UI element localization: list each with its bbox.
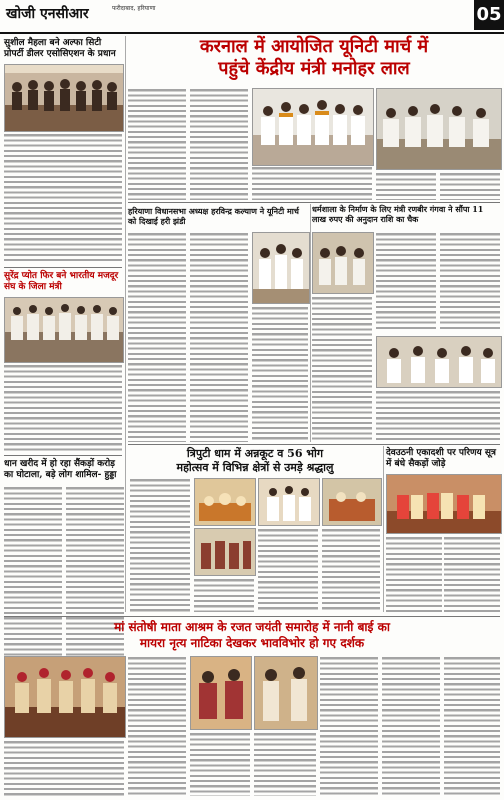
- main-headline-1: करनाल में आयोजित यूनिटी मार्च में: [199, 36, 429, 57]
- left-top-body: [4, 133, 122, 263]
- left-mid-photo: [4, 297, 124, 363]
- dharamshala-photo-2: [376, 336, 502, 388]
- dharamshala-body-4: [376, 390, 500, 442]
- annakoot-headline-2: महोत्सव में विभिन्न क्षेत्रों से उमड़े श्रद्धालु: [176, 461, 334, 474]
- annakoot-body-1: [130, 478, 190, 612]
- mata-body-6: [444, 656, 500, 796]
- devuthani-body-2: [444, 536, 500, 612]
- header-meta: फरीदाबाद, हरियाणा: [112, 5, 156, 12]
- annakoot-photo-2: [194, 528, 256, 576]
- haryana-body-3: [252, 306, 308, 442]
- mata-photo-2: [190, 656, 252, 730]
- annakoot-photo-4: [322, 478, 382, 526]
- haryana-body-1: [128, 232, 186, 442]
- annakoot-headline-1: त्रिपुटी धाम में अन्नकूट व 56 भोग: [186, 447, 324, 460]
- haryana-body-2: [190, 232, 248, 442]
- story-left-top-headline: सुशील मैहला बने अल्फा सिटी प्रोपर्टी डीलर एसोसिएशन के प्रधान: [4, 38, 116, 59]
- main-photo-1-caption: [252, 166, 372, 200]
- mata-body-1: [128, 656, 186, 796]
- mata-photo-1-caption: [4, 740, 124, 796]
- dharamshala-body-2: [376, 232, 436, 332]
- story-left-mid-headline: सुरेंद्र प्योत फिर बने भारतीय मजदूर संघ के जिला मंत्री: [4, 271, 119, 292]
- mata-body-5: [382, 656, 440, 796]
- page-number: 05: [474, 0, 504, 30]
- mata-body-2: [190, 732, 250, 796]
- masthead: [0, 0, 504, 34]
- main-body-4: [440, 172, 500, 200]
- paper-name: खोजी एनसीआर: [6, 6, 89, 22]
- annakoot-photo-1: [194, 478, 256, 526]
- main-body-2: [190, 88, 248, 200]
- haryana-photo: [252, 232, 310, 304]
- dharamshala-body-1: [312, 296, 372, 442]
- mata-headline-1: मां संतोषी माता आश्रम के रजत जयंती समारोह में नानी बाई का: [114, 620, 390, 634]
- devuthani-body-1: [386, 536, 442, 612]
- mata-body-4: [320, 656, 378, 796]
- main-photo-1: [252, 88, 374, 166]
- story-haryana-headline: हरियाणा विधानसभा अध्यक्ष हरविन्द्र कल्याण ने यूनिटी मार्च को दिखाई हरी झंडी: [128, 206, 299, 226]
- dharamshala-photo: [312, 232, 374, 294]
- mata-photo-1: [4, 656, 126, 738]
- main-body-3: [376, 172, 436, 200]
- left-mid-body: [4, 364, 122, 452]
- annakoot-body-3: [258, 528, 318, 612]
- left-top-photo: [4, 64, 124, 132]
- mata-photo-3: [254, 656, 318, 730]
- main-headline-2: पहुंचे केंद्रीय मंत्री मनोहर लाल: [218, 58, 410, 79]
- annakoot-body-2: [194, 578, 254, 612]
- dharamshala-body-3: [440, 232, 500, 332]
- annakoot-body-4: [322, 528, 380, 612]
- mata-headline-2: मायरा नृत्य नाटिका देखकर भावविभोर हो गए दर्शक: [139, 636, 365, 650]
- story-dharamshala-headline: धर्मशाला के निर्माण के लिए मंत्री रणबीर गंगवा ने सौंपा 11 लाख रुपए की अनुदान राशि का चैक: [312, 204, 484, 224]
- devuthani-photo: [386, 474, 502, 534]
- story-devuthani-headline: देवउठनी एकादशी पर परिणय सूत्र में बंधे सैकड़ों जोड़े: [386, 448, 496, 469]
- annakoot-photo-3: [258, 478, 320, 526]
- story-paddy-headline: धान खरीद में हो रहा सैंकड़ों करोड़ का घोटाला, बड़े लोग शामिल- हुड्डा: [4, 459, 117, 480]
- main-body-1: [128, 88, 186, 200]
- mata-body-3: [254, 732, 316, 796]
- main-photo-2: [376, 88, 502, 170]
